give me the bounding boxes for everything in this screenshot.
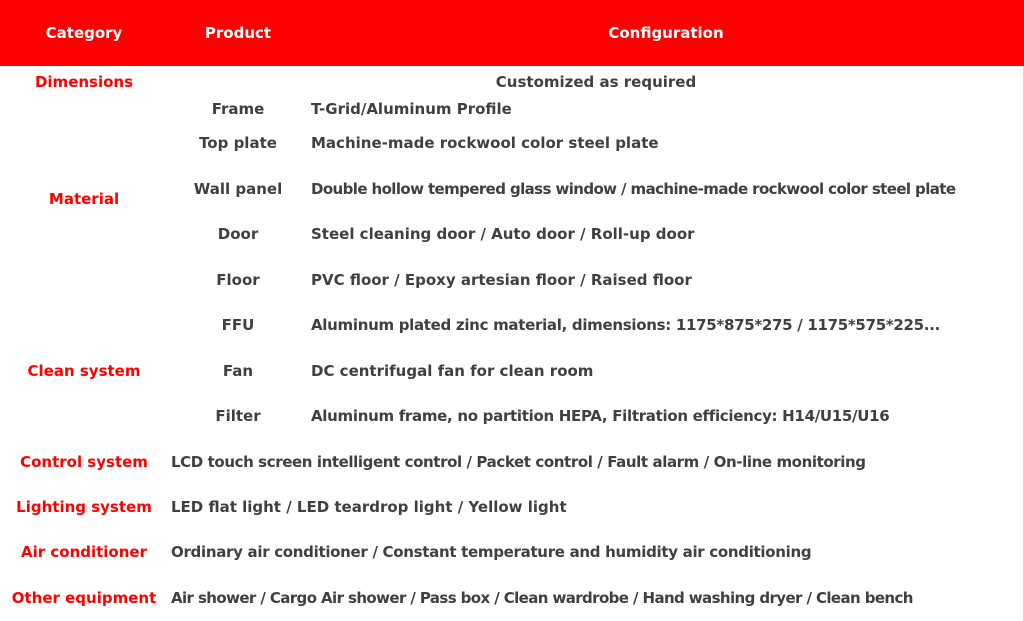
product-fan: Fan <box>222 362 254 380</box>
config-door: Steel cleaning door / Auto door / Roll-up door <box>311 225 695 243</box>
product-filter: Filter <box>215 407 261 425</box>
category-dimensions: Dimensions <box>34 73 134 91</box>
category-material: Material <box>48 190 120 208</box>
product-door: Door <box>217 225 259 243</box>
config-top-plate: Machine-made rockwool color steel plate <box>311 134 659 152</box>
product-frame: Frame <box>211 100 265 118</box>
category-control-system: Control system <box>20 453 148 471</box>
config-lighting-system: LED flat light / LED teardrop light / Yellow light <box>171 498 567 516</box>
product-top-plate: Top plate <box>199 134 277 152</box>
config-fan: DC centrifugal fan for clean room <box>311 362 594 380</box>
config-other-equipment: Air shower / Cargo Air shower / Pass box / Clean wardrobe / Hand washing dryer / Clean bench <box>171 589 913 607</box>
product-ffu: FFU <box>221 316 255 334</box>
header-product: Product <box>204 24 272 42</box>
product-wall-panel: Wall panel <box>193 180 283 198</box>
config-control-system: LCD touch screen intelligent control / Packet control / Fault alarm / On-line monitoring <box>171 453 866 471</box>
header-configuration: Configuration <box>608 24 724 42</box>
category-clean-system: Clean system <box>27 362 141 380</box>
config-air-conditioner: Ordinary air conditioner / Constant temperature and humidity air conditioning <box>171 543 812 561</box>
config-frame: T-Grid/Aluminum Profile <box>311 100 512 118</box>
config-ffu: Aluminum plated zinc material, dimensions: 1175*875*275 / 1175*575*225... <box>311 316 940 334</box>
config-dimensions: Customized as required <box>495 73 697 91</box>
config-floor: PVC floor / Epoxy artesian floor / Raised floor <box>311 271 692 289</box>
product-floor: Floor <box>216 271 260 289</box>
config-filter: Aluminum frame, no partition HEPA, Filtration efficiency: H14/U15/U16 <box>311 407 890 425</box>
category-air-conditioner: Air conditioner <box>21 543 147 561</box>
category-lighting-system: Lighting system <box>16 498 152 516</box>
config-wall-panel: Double hollow tempered glass window / machine-made rockwool color steel plate <box>311 180 956 198</box>
table-header <box>0 0 1024 66</box>
header-category: Category <box>45 24 123 42</box>
category-other-equipment: Other equipment <box>11 589 157 607</box>
